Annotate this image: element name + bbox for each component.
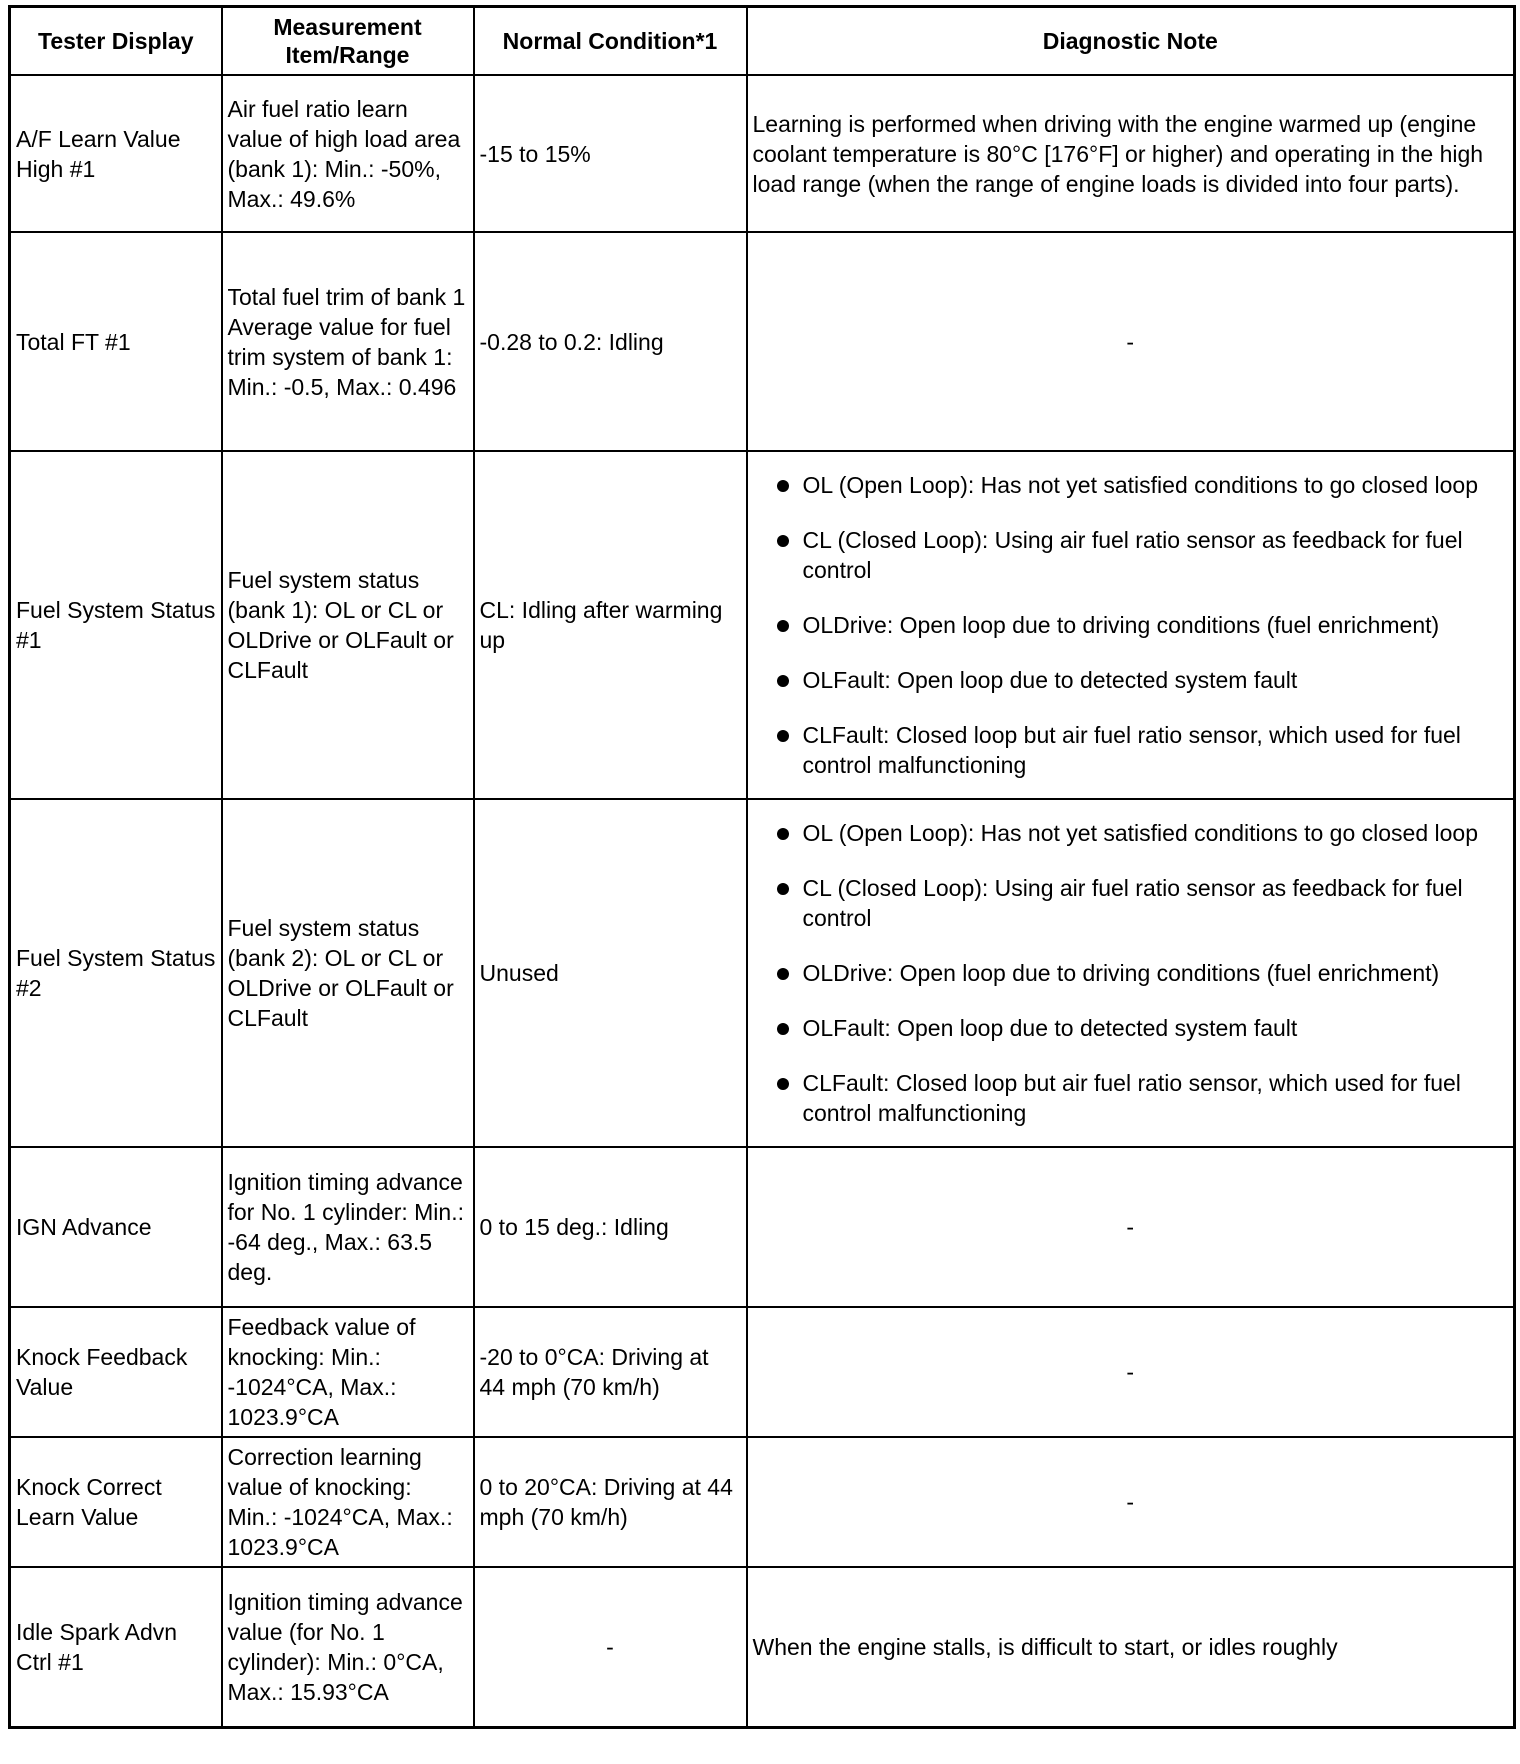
diagnostic-note-cell: -: [747, 1437, 1515, 1567]
tester-display-cell: IGN Advance: [10, 1147, 222, 1307]
diagnostic-note-cell: [747, 451, 1515, 799]
table-row: [10, 1567, 1515, 1727]
note-item: OLDrive: Open loop due to driving conditions (fuel enrichment): [753, 958, 1509, 988]
normal-condition-cell: Unused: [474, 799, 747, 1147]
header-diagnostic-note: Diagnostic Note: [747, 7, 1515, 76]
table-row: [10, 1147, 1515, 1307]
note-item: OL (Open Loop): Has not yet satisfied conditions to go closed loop: [753, 470, 1509, 500]
normal-condition-cell: -15 to 15%: [474, 75, 747, 232]
table-row: [10, 232, 1515, 451]
table-row: [10, 1307, 1515, 1437]
diagnostic-note-cell: -: [747, 1147, 1515, 1307]
normal-condition-cell: CL: Idling after warming up: [474, 451, 747, 799]
note-item: OLDrive: Open loop due to driving conditions (fuel enrichment): [753, 610, 1509, 640]
normal-condition-cell: 0 to 20°CA: Driving at 44 mph (70 km/h): [474, 1437, 747, 1567]
note-item: CLFault: Closed loop but air fuel ratio sensor, which used for fuel control malfunctioning: [753, 720, 1509, 780]
tester-display-cell: Idle Spark Advn Ctrl #1: [10, 1567, 222, 1727]
tester-display-cell: Fuel System Status #2: [10, 799, 222, 1147]
table-row: [10, 799, 1515, 1147]
notes-list: [753, 818, 1509, 1128]
data-list-page: [8, 5, 1513, 1729]
header-measurement: Measurement Item/Range: [222, 7, 474, 76]
diagnostic-note-cell: When the engine stalls, is difficult to start, or idles roughly: [747, 1567, 1515, 1727]
table-row: [10, 75, 1515, 232]
header-row: [10, 7, 1515, 76]
measurement-cell: Ignition timing advance for No. 1 cylinder: Min.: -64 deg., Max.: 63.5 deg.: [222, 1147, 474, 1307]
tester-display-cell: Knock Correct Learn Value: [10, 1437, 222, 1567]
tester-display-cell: Fuel System Status #1: [10, 451, 222, 799]
measurement-cell: Ignition timing advance value (for No. 1 cylinder): Min.: 0°CA, Max.: 15.93°CA: [222, 1567, 474, 1727]
normal-condition-cell: -20 to 0°CA: Driving at 44 mph (70 km/h): [474, 1307, 747, 1437]
note-item: CLFault: Closed loop but air fuel ratio sensor, which used for fuel control malfunctioning: [753, 1068, 1509, 1128]
note-item: OLFault: Open loop due to detected system fault: [753, 665, 1509, 695]
table-row: [10, 1437, 1515, 1567]
diagnostic-note-cell: -: [747, 1307, 1515, 1437]
tester-display-cell: Total FT #1: [10, 232, 222, 451]
note-item: OL (Open Loop): Has not yet satisfied conditions to go closed loop: [753, 818, 1509, 848]
measurement-cell: Feedback value of knocking: Min.: -1024°CA, Max.: 1023.9°CA: [222, 1307, 474, 1437]
note-item: CL (Closed Loop): Using air fuel ratio sensor as feedback for fuel control: [753, 525, 1509, 585]
diagnostic-note-cell: -: [747, 232, 1515, 451]
diagnostic-note-cell: Learning is performed when driving with the engine warmed up (engine coolant temperature is 80°C [176°F] or higher) and operating in the high load range (when the range of engine loads is divided into four parts).: [747, 75, 1515, 232]
measurement-cell: Total fuel trim of bank 1 Average value for fuel trim system of bank 1: Min.: -0.5, Max.: 0.496: [222, 232, 474, 451]
measurement-cell: Air fuel ratio learn value of high load area (bank 1): Min.: -50%, Max.: 49.6%: [222, 75, 474, 232]
table-row: [10, 451, 1515, 799]
measurement-cell: Fuel system status (bank 2): OL or CL or OLDrive or OLFault or CLFault: [222, 799, 474, 1147]
normal-condition-cell: 0 to 15 deg.: Idling: [474, 1147, 747, 1307]
notes-list: [753, 470, 1509, 780]
diagnostic-note-cell: [747, 799, 1515, 1147]
data-list-table: [8, 5, 1516, 1729]
tester-display-cell: Knock Feedback Value: [10, 1307, 222, 1437]
measurement-cell: Correction learning value of knocking: Min.: -1024°CA, Max.: 1023.9°CA: [222, 1437, 474, 1567]
normal-condition-cell: -0.28 to 0.2: Idling: [474, 232, 747, 451]
header-normal-condition: Normal Condition*1: [474, 7, 747, 76]
normal-condition-cell: -: [474, 1567, 747, 1727]
tester-display-cell: A/F Learn Value High #1: [10, 75, 222, 232]
header-tester-display: Tester Display: [10, 7, 222, 76]
note-item: OLFault: Open loop due to detected system fault: [753, 1013, 1509, 1043]
measurement-cell: Fuel system status (bank 1): OL or CL or OLDrive or OLFault or CLFault: [222, 451, 474, 799]
note-item: CL (Closed Loop): Using air fuel ratio sensor as feedback for fuel control: [753, 873, 1509, 933]
